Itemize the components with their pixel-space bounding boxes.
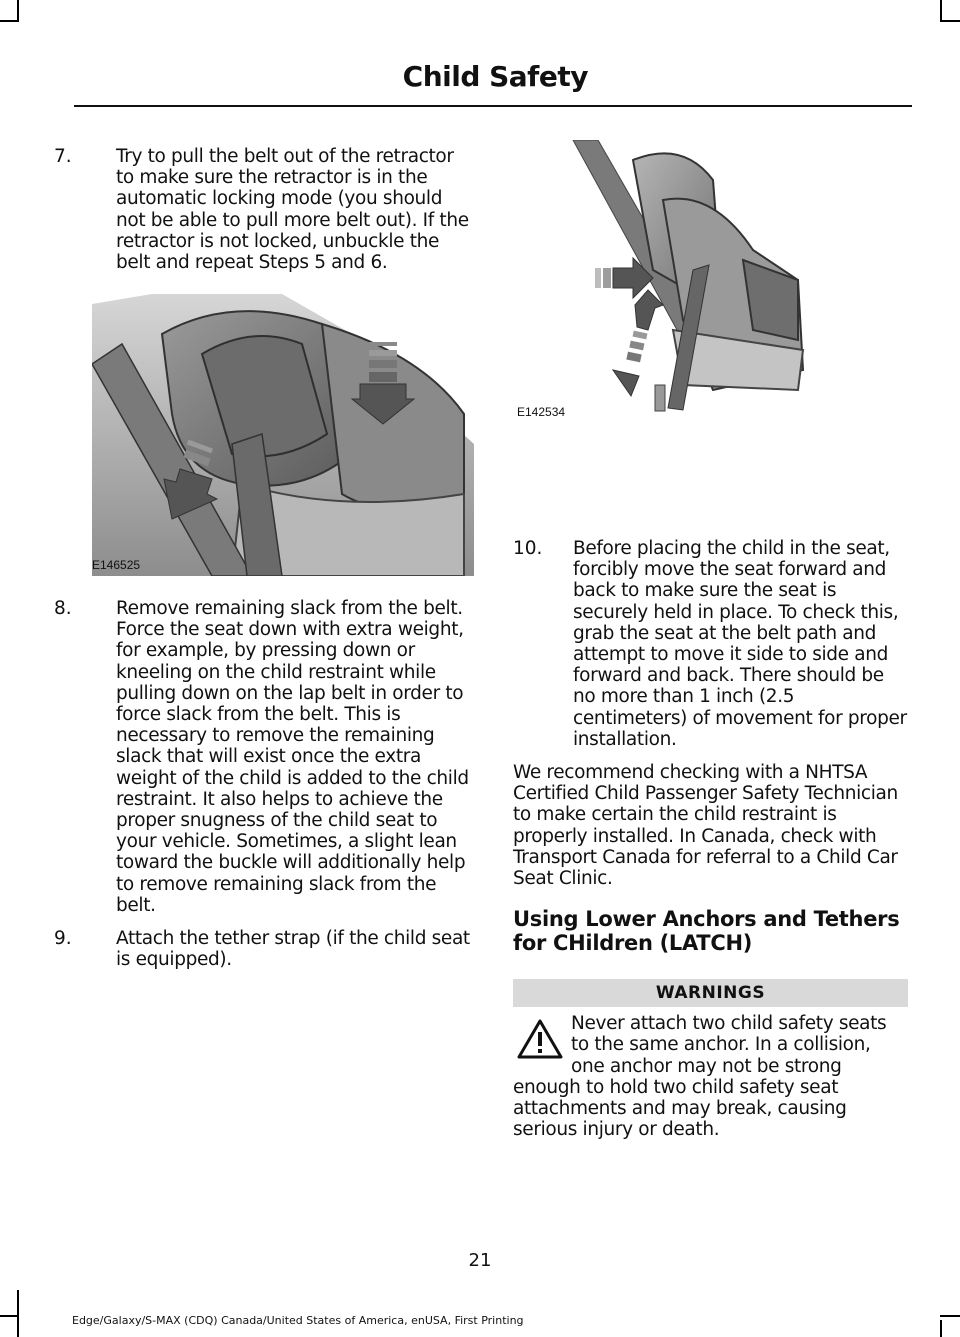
crop-mark bbox=[0, 1315, 19, 1317]
step-text: Try to pull the belt out of the retractor to make sure the retractor is in the automatic locking mode (you should not be able to pull more belt out). If the retractor is not locked, unbuckle the belt and repeat Steps 5 and 6. bbox=[116, 146, 469, 274]
left-column bbox=[54, 146, 476, 285]
page-title: Child Safety bbox=[402, 60, 588, 93]
child-seat-illustration bbox=[92, 294, 474, 576]
step-9 bbox=[54, 928, 476, 970]
step-7 bbox=[54, 146, 476, 273]
page-number: 21 bbox=[468, 1250, 492, 1271]
crop-mark bbox=[17, 0, 19, 22]
figure-code: E142534 bbox=[517, 405, 566, 419]
figure-seat-press-down bbox=[92, 294, 474, 576]
child-seat-side-illustration bbox=[513, 140, 813, 422]
left-column-continued bbox=[54, 598, 476, 982]
step-number: 7. bbox=[54, 146, 72, 167]
crop-mark bbox=[17, 1290, 19, 1337]
step-10 bbox=[513, 538, 908, 750]
warning-block bbox=[513, 1013, 908, 1140]
header-rule bbox=[74, 105, 912, 107]
warnings-header: WARNINGS bbox=[513, 979, 908, 1007]
crop-mark bbox=[940, 1315, 960, 1317]
step-text: Attach the tether strap (if the child seat is equipped). bbox=[116, 928, 470, 971]
figure-seat-move-check bbox=[513, 140, 813, 422]
step-text: Before placing the child in the seat, forcibly move the seat forward and back to make sure the seat is securely held in place. To check this, grab the seat at the belt path and attempt to move it side to side and forward and back. There should be no more than 1 inch (2.5 centimeters) of movement for proper installation. bbox=[573, 538, 907, 750]
step-text: Remove remaining slack from the belt. Force the seat down with extra weight, for example, by pressing down or kneeling on the child restraint while pulling down on the lap belt in order to force slack from the belt. This is necessary to remove the remaining slack that will exist once the extra weight of the child is added to the child restraint. It also helps to achieve the proper snugness of the child seat to your vehicle. Sometimes, a slight lean toward the buckle will additionally help to remove remaining slack from the belt. bbox=[116, 598, 469, 916]
step-number: 9. bbox=[54, 928, 72, 950]
section-heading: Using Lower Anchors and Tethers for CHildren (LATCH) bbox=[513, 907, 900, 956]
step-number: 10. bbox=[513, 538, 543, 559]
crop-mark bbox=[940, 1320, 942, 1337]
footer-text: Edge/Galaxy/S-MAX (CDQ) Canada/United States of America, enUSA, First Printing bbox=[72, 1314, 524, 1327]
figure-code: E146525 bbox=[92, 558, 141, 572]
warning-text: Never attach two child safety seats to the same anchor. In a collision, one anchor may not be strong enough to hold two child safety seat attachments and may break, causing serious injury or death. bbox=[513, 1013, 887, 1141]
crop-mark bbox=[940, 0, 942, 22]
step-number: 8. bbox=[54, 598, 72, 619]
crop-mark bbox=[940, 20, 960, 22]
warning-triangle-icon bbox=[517, 1019, 563, 1059]
crop-mark bbox=[0, 20, 19, 22]
right-column bbox=[513, 538, 908, 1140]
recommend-paragraph: We recommend checking with a NHTSA Certified Child Passenger Safety Technician to make certain the child restraint is properly installed. In Canada, check with Transport Canada for referral to a Child Car Seat Clinic. bbox=[513, 762, 898, 890]
step-8 bbox=[54, 598, 476, 916]
